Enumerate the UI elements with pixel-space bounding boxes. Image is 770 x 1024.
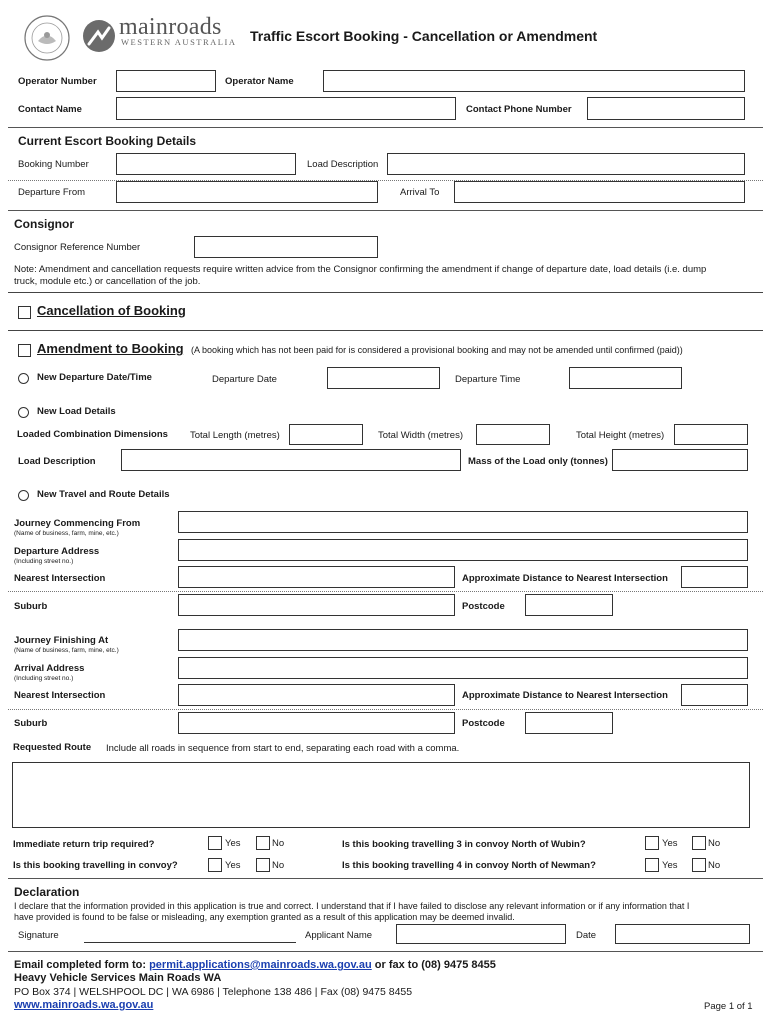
booking-number-label: Booking Number <box>18 159 89 170</box>
signature-line[interactable] <box>84 942 296 943</box>
new-departure-label: New Departure Date/Time <box>37 372 152 383</box>
journey-from-input[interactable] <box>178 511 748 533</box>
operator-number-input[interactable] <box>116 70 216 92</box>
declaration-heading: Declaration <box>14 885 80 899</box>
departure-address-input[interactable] <box>178 539 748 561</box>
departure-from-label: Departure From <box>18 187 86 198</box>
dotted-divider <box>8 709 763 710</box>
new-load-label: New Load Details <box>37 406 116 417</box>
divider <box>8 127 763 128</box>
new-load-radio[interactable] <box>18 407 29 418</box>
consignor-heading: Consignor <box>14 217 74 231</box>
departure-from-input[interactable] <box>116 181 378 203</box>
total-length-input[interactable] <box>289 424 363 445</box>
divider <box>8 210 763 211</box>
total-height-label: Total Height (metres) <box>576 430 665 441</box>
journey-to-hint: (Name of business, farm, mine, etc.) <box>14 647 119 654</box>
mainroads-logo-icon <box>82 19 116 53</box>
total-width-label: Total Width (metres) <box>378 430 463 441</box>
nearest-intersection-label: Nearest Intersection <box>14 573 106 584</box>
consignor-reference-label: Consignor Reference Number <box>14 242 141 253</box>
total-length-label: Total Length (metres) <box>190 430 280 441</box>
brand-subtitle: WESTERN AUSTRALIA <box>121 37 237 47</box>
journey-from-label: Journey Commencing From <box>14 518 141 529</box>
return-trip-yes-checkbox[interactable] <box>208 836 222 850</box>
total-height-input[interactable] <box>674 424 748 445</box>
contact-phone-label: Contact Phone Number <box>466 104 572 115</box>
date-label: Date <box>576 930 597 941</box>
departure-date-input[interactable] <box>327 367 440 389</box>
convoy-no-label: No <box>272 860 285 871</box>
current-booking-heading: Current Escort Booking Details <box>18 134 197 148</box>
arrival-distance-input[interactable] <box>681 684 748 706</box>
consignor-note-line2: truck, module etc.) or cancellation of the job. <box>14 276 201 287</box>
new-departure-radio[interactable] <box>18 373 29 384</box>
arrival-suburb-input[interactable] <box>178 712 455 734</box>
brand-name: mainroads <box>119 14 222 40</box>
postcode-label: Postcode <box>462 601 505 612</box>
divider <box>8 330 763 331</box>
website-link[interactable]: www.mainroads.wa.gov.au <box>14 999 154 1011</box>
convoy4-label: Is this booking travelling 4 in convoy North of Newman? <box>342 860 596 871</box>
operator-name-label: Operator Name <box>225 76 294 87</box>
amendment-note: (A booking which has not been paid for is considered a provisional booking and may not be amended until confirmed (paid)) <box>191 345 683 355</box>
departure-intersection-input[interactable] <box>178 566 455 588</box>
return-trip-yes-label: Yes <box>225 838 241 849</box>
departure-distance-input[interactable] <box>681 566 748 588</box>
footer-org: Heavy Vehicle Services Main Roads WA <box>14 972 222 984</box>
operator-number-label: Operator Number <box>18 76 97 87</box>
email-link[interactable]: permit.applications@mainroads.wa.gov.au <box>149 959 372 971</box>
arrival-address-hint: (Including street no.) <box>14 675 74 682</box>
return-trip-no-checkbox[interactable] <box>256 836 270 850</box>
wa-crest-logo <box>23 14 71 62</box>
convoy4-yes-label: Yes <box>662 860 678 871</box>
new-load-description-input[interactable] <box>121 449 461 471</box>
convoy4-no-label: No <box>708 860 721 871</box>
consignor-note-line1: Note: Amendment and cancellation requests require written advice from the Consignor confirming the amendment if change of departure date, load details (i.e. dump <box>14 264 707 275</box>
page-title: Traffic Escort Booking - Cancellation or Amendment <box>250 28 598 44</box>
approx-distance-label: Approximate Distance to Nearest Intersection <box>462 573 668 584</box>
mass-label: Mass of the Load only (tonnes) <box>468 456 608 467</box>
contact-phone-input[interactable] <box>587 97 745 120</box>
requested-route-label: Requested Route <box>13 742 92 753</box>
consignor-reference-input[interactable] <box>194 236 378 258</box>
divider <box>8 292 763 293</box>
requested-route-textarea[interactable] <box>12 762 750 828</box>
convoy-no-checkbox[interactable] <box>256 858 270 872</box>
contact-name-label: Contact Name <box>18 104 82 115</box>
cancellation-heading: Cancellation of Booking <box>37 303 186 318</box>
arrival-intersection-input[interactable] <box>178 684 455 706</box>
departure-address-label: Departure Address <box>14 546 100 557</box>
load-description-label: Load Description <box>307 159 379 170</box>
operator-name-input[interactable] <box>323 70 745 92</box>
departure-date-label: Departure Date <box>212 374 277 385</box>
return-trip-no-label: No <box>272 838 285 849</box>
arrival-address-input[interactable] <box>178 657 748 679</box>
mass-input[interactable] <box>612 449 748 471</box>
convoy3-yes-label: Yes <box>662 838 678 849</box>
arrival-postcode-input[interactable] <box>525 712 613 734</box>
departure-postcode-input[interactable] <box>525 594 613 616</box>
convoy4-yes-checkbox[interactable] <box>645 858 659 872</box>
email-prefix: Email completed form to: <box>14 959 150 971</box>
applicant-name-label: Applicant Name <box>305 930 373 941</box>
new-load-description-label: Load Description <box>18 456 96 467</box>
convoy3-label: Is this booking travelling 3 in convoy North of Wubin? <box>342 839 586 850</box>
applicant-name-input[interactable] <box>396 924 566 944</box>
footer-address: PO Box 374 | WELSHPOOL DC | WA 6986 | Telephone 138 486 | Fax (08) 9475 8455 <box>14 986 413 998</box>
amendment-heading: Amendment to Booking <box>37 341 184 356</box>
convoy3-yes-checkbox[interactable] <box>645 836 659 850</box>
cancellation-checkbox[interactable] <box>18 306 31 319</box>
signature-label: Signature <box>18 930 59 941</box>
convoy-yes-label: Yes <box>225 860 241 871</box>
arrival-intersection-label: Nearest Intersection <box>14 690 106 701</box>
journey-to-input[interactable] <box>178 629 748 651</box>
arrival-suburb-label: Suburb <box>14 718 48 729</box>
convoy-yes-checkbox[interactable] <box>208 858 222 872</box>
journey-to-label: Journey Finishing At <box>14 635 109 646</box>
suburb-label: Suburb <box>14 601 48 612</box>
convoy4-no-checkbox[interactable] <box>692 858 706 872</box>
arrival-address-label: Arrival Address <box>14 663 85 674</box>
booking-number-input[interactable] <box>116 153 296 175</box>
dotted-divider <box>8 591 763 592</box>
date-input[interactable] <box>615 924 750 944</box>
convoy3-no-checkbox[interactable] <box>692 836 706 850</box>
divider <box>8 878 763 879</box>
current-load-description-input[interactable] <box>387 153 745 175</box>
arrival-to-label: Arrival To <box>400 187 440 198</box>
departure-time-input[interactable] <box>569 367 682 389</box>
arrival-postcode-label: Postcode <box>462 718 505 729</box>
departure-address-hint: (Including street no.) <box>14 558 74 565</box>
total-width-input[interactable] <box>476 424 550 445</box>
declaration-line2: have provided is found to be false or misleading, any exemption granted as a result of this application may be deemed invalid. <box>14 912 515 922</box>
divider <box>8 951 763 952</box>
arrival-to-input[interactable] <box>454 181 745 203</box>
contact-name-input[interactable] <box>116 97 456 120</box>
declaration-line1: I declare that the information provided in this application is true and correct. I understand that if I have failed to disclose any relevant information or if any information that I <box>14 901 690 911</box>
footer-website-wrap <box>14 999 153 1011</box>
footer-email-line <box>14 959 496 971</box>
arrival-distance-label: Approximate Distance to Nearest Intersection <box>462 690 668 701</box>
return-trip-label: Immediate return trip required? <box>13 839 155 850</box>
route-hint: Include all roads in sequence from start to end, separating each road with a comma. <box>106 743 460 754</box>
convoy3-no-label: No <box>708 838 721 849</box>
departure-time-label: Departure Time <box>455 374 521 385</box>
journey-from-hint: (Name of business, farm, mine, etc.) <box>14 530 119 537</box>
page-number: Page 1 of 1 <box>704 1001 753 1012</box>
loaded-dims-label: Loaded Combination Dimensions <box>17 429 168 440</box>
amendment-checkbox[interactable] <box>18 344 31 357</box>
convoy-label: Is this booking travelling in convoy? <box>13 860 178 871</box>
departure-suburb-input[interactable] <box>178 594 455 616</box>
new-travel-label: New Travel and Route Details <box>37 489 170 500</box>
new-travel-radio[interactable] <box>18 490 29 501</box>
fax-text: or fax to (08) 9475 8455 <box>371 959 496 971</box>
